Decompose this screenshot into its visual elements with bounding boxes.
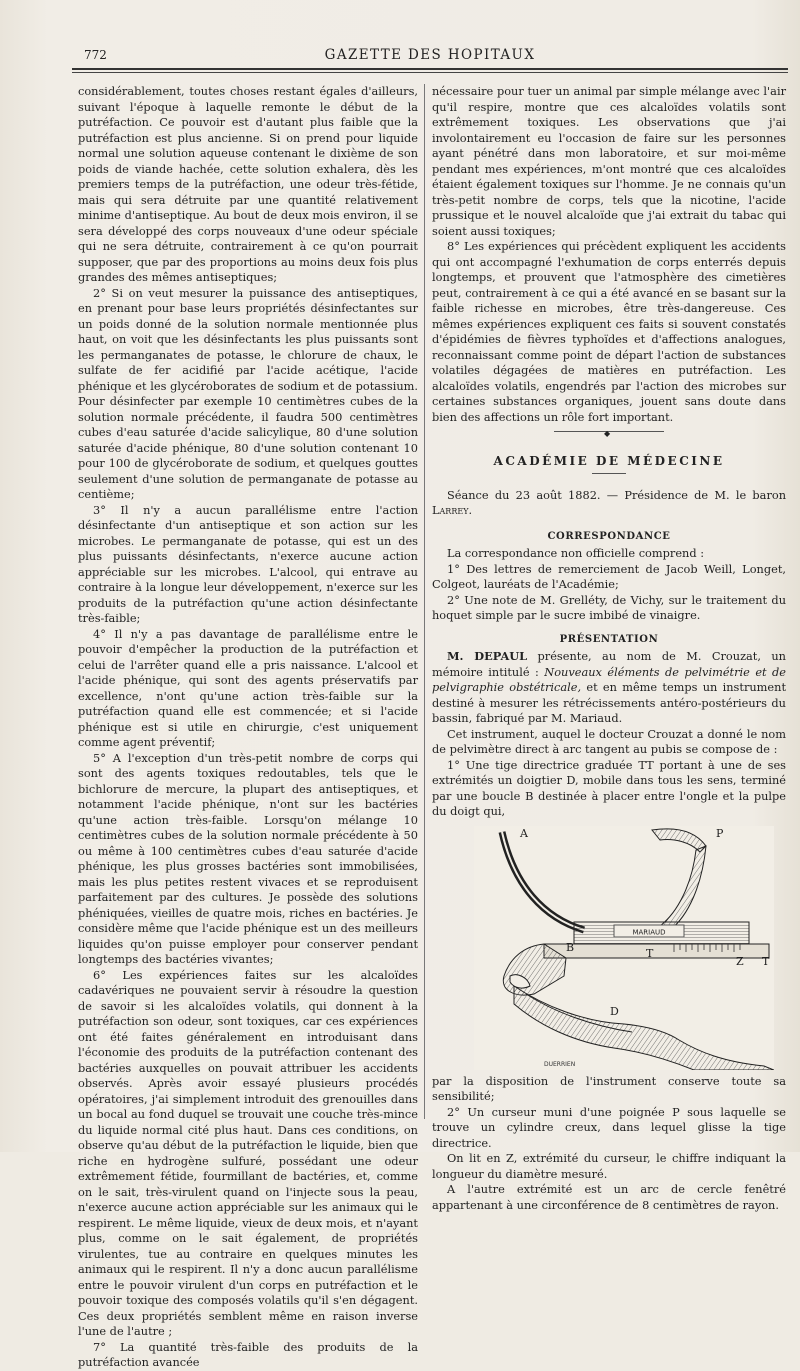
pelvimeter-illustration (474, 826, 774, 1070)
paragraph: La correspondance non officielle comprend : (447, 546, 705, 560)
paragraph: On lit en Z, extrémité du curseur, le chiffre indiquant la longueur du diamètre mesuré. (432, 1151, 786, 1181)
engraver-signature: DUERRIEN (544, 1060, 576, 1068)
paragraph: 8° Les expériences qui précèdent expliquent les accidents qui ont accompagné l'exhumation de corps enterrés depuis longtemps, et prouvent que l'atmosphère des cimetières peut, contrairement à ce qui a été avancé en se basant sur la faible richesse en microbes, être très-dangereuse. Ces mêmes expériences expliquent ces faits si souvent constatés d'épidémies de fièvres typhoïdes et d'affections analogues, reconnaissant comme point de départ l'action de substances volatiles dégagées de matières en putréfaction. Les alcaloïdes volatils, engendrés par l'action des microbes sur certaines substances organiques, jouent sans doute dans bien des affections un rôle fort important. (432, 239, 786, 424)
page-number: 772 (84, 48, 107, 62)
memoir-title: Nouveaux éléments de pelvimétrie et de pelvigraphie obstétricale, (432, 664, 786, 694)
paragraph: 4° Il n'y a pas davantage de parallélisme entre le pouvoir d'empêcher la production de la putréfaction et celui de l'arrêter quand elle a pris naissance. L'alcool et l'acide phénique, qui sont des agents préservatifs par excellence, n'ont qu'une action très-faible sur la putréfaction quand elle est commencée; et si l'acide phénique est si utile en chirurgie, c'est uniquement comme agent préventif; (78, 626, 418, 749)
column-separator (424, 84, 425, 1119)
label-Z: Z (736, 954, 744, 968)
section-heading: ACADÉMIE DE MÉDECINE (493, 454, 725, 468)
paragraph: par la disposition de l'instrument conserve toute sa sensibilité; (432, 1073, 786, 1103)
seance-line (432, 488, 786, 519)
label-T: T (646, 946, 654, 960)
paragraph: considérablement, toutes choses restant égales d'ailleurs, suivant l'époque à laquelle remonte le début de la putréfaction. Ce pouvoir est d'autant plus faible que la putréfaction est plus ancienne. Si on prend pour liquide normal une solution aqueuse contenant le dixième de son poids de viande hachée, cette solution exhalera, dès les premiers temps de la putréfaction, une odeur très-fétide, mais qui sera détruite par une quantité relativement minime d'antiseptique. Au bout de deux mois environ, il se sera développé des corps nouveaux d'une odeur spéciale qui ne sera détruite, contrairement à ce qu'on pourrait supposer, que par des proportions au moins deux fois plus grandes des mêmes antiseptiques; (78, 84, 418, 284)
paragraph: 1° Une tige directrice graduée TT portant à une de ses extrémités un doigtier D, mobile dans tous les sens, terminé par une boucle B destinée à placer entre l'ongle et la pulpe du doigt qui, (432, 757, 786, 818)
right-column (432, 84, 786, 1213)
subsection-heading: PRÉSENTATION (559, 633, 659, 645)
paragraph (432, 649, 786, 727)
speaker-name: M. DEPAUL (447, 649, 528, 663)
paragraph: 2° Si on veut mesurer la puissance des antiseptiques, en prenant pour base leurs propriétés désinfectantes sur un poids donné de la solution normale mentionnée plus haut, on voit que les désinfectants les plus puissants sont les permanganates de potasse, le chlorure de chaux, le sulfate de fer acidifié par l'acide acétique, l'acide phénique et les glycéroborates de sodium et de potassium. Pour désinfecter par exemple 10 centimètres cubes de la solution normale précédente, il faudra 500 centimètres cubes d'eau saturée d'acide salicylique, 80 d'une solution saturée d'acide phénique, 80 d'une solution contenant 10 pour 100 de glycéroborate de sodium, et quelques gouttes seulement d'une solution de permanganate de potasse au centième; (78, 285, 418, 501)
paragraph: 1° Des lettres de remerciement de Jacob Weill, Longet, Colgeot, lauréats de l'Académie; (432, 561, 786, 591)
text: présente, au nom de M. Crouzat, un mémoire intitulé : (432, 649, 786, 679)
paragraph: 2° Une note de M. Grelléty, de Vichy, sur le traitement du hoquet simple par le sucre imbibé de vinaigre. (432, 592, 786, 622)
label-T-end: T (762, 954, 770, 968)
text: et en même temps un instrument destiné à mesurer les rétrécissements antéro-postérieurs du bassin, fabriqué par M. Mariaud. (432, 680, 787, 725)
label-D: D (610, 1004, 619, 1018)
heading-rule (592, 473, 626, 474)
page-header (72, 44, 788, 66)
paragraph: 5° A l'exception d'un très-petit nombre de corps qui sont des agents toxiques redoutables, tels que le bichlorure de mercure, la plupart des antiseptiques, et notamment l'acide phénique, n'ont sur les bactéries qu'une action très-faible. Lorsqu'on mélange 10 centimètres cubes de la solution normale précédente à 50 ou même à 100 centimètres cubes d'eau saturée d'acide phénique, les plus grosses bactéries sont immobilisées, mais les plus petites restent vivaces et se reproduisent parfaitement par des cultures. Je possède des solutions phéniquées, vieilles de quatre mois, riches en bactéries. Je considère même que l'acide phénique est un des meilleurs liquides qu'on puisse employer pour conserver pendant longtemps des bactéries vivantes; (78, 750, 418, 966)
header-rule (72, 68, 788, 70)
label-A: A (520, 826, 528, 840)
paragraph: 3° Il n'y a aucun parallélisme entre l'action désinfectante d'un antiseptique et son action sur les microbes. Le permanganate de potasse, qui est un des plus puissants désinfectants, n'exerce aucune action appréciable sur les microbes. L'alcool, qui entrave au contraire à la longue leur développement, n'exerce sur les produits de la putréfaction qu'une action désinfectante très-faible; (78, 502, 418, 625)
president-name: Larrey. (432, 503, 473, 517)
maker-engraving: MARIAUD (632, 928, 666, 936)
left-column (78, 84, 418, 1371)
paragraph: Cet instrument, auquel le docteur Crouzat a donné le nom de pelvimètre direct à arc tangent au pubis se compose de : (432, 726, 786, 756)
label-B: B (566, 940, 575, 954)
seance-text: Séance du 23 août 1882. — Présidence de M. le baron (447, 487, 786, 502)
paragraph: nécessaire pour tuer un animal par simple mélange avec l'air qu'il respire, montre que ces alcaloïdes volatils sont extrêmement toxiques. Les observations que j'ai involontairement eu l'occasion de faire sur les personnes ayant pénétré dans mon laboratoire, et sur moi-même pendant mes expériences, m'ont montré que ces alcaloïdes étaient également toxiques sur l'homme. Je ne connais qu'un très-petit nombre de corps, tels que la nicotine, l'acide prussique et le nouvel alcaloïde que j'ai extrait du tabac qui soient aussi toxiques; (432, 84, 786, 238)
label-P: P (716, 826, 724, 840)
paragraph: 7° La quantité très-faible des produits de la putréfaction avancée (78, 1339, 418, 1369)
section-divider: ◆ (554, 431, 664, 432)
paragraph: 2° Un curseur muni d'une poignée P sous laquelle se trouve un cylindre creux, dans lequel glisse la tige directrice. (432, 1104, 786, 1150)
subsection-heading: CORRESPONDANCE (547, 530, 671, 542)
header-rule-thin (72, 72, 788, 73)
paragraph: A l'autre extrémité est un arc de cercle fenêtré appartenant à une circonférence de 8 centimètres de rayon. (432, 1182, 786, 1212)
pelvimeter-engraving (474, 826, 774, 1070)
journal-title: GAZETTE DES HOPITAUX (324, 47, 536, 63)
paragraph: 6° Les expériences faites sur les alcaloïdes cadavériques ne pouvaient servir à résoudre la question de savoir si les alcaloïdes volatils, qui donnent à la putréfaction son odeur, sont toxiques, car ces expériences ont été faites généralement en introduisant dans l'économie des produits de la putréfaction contenant des bactéries auxquelles on pouvait attribuer les accidents observés. Après avoir essayé plusieurs procédés opératoires, j'ai simplement introduit des grenouilles dans un bocal au fond duquel se trouvait une couche très-mince du liquide normal cité plus haut. Dans ces conditions, on observe qu'au début de la putréfaction le liquide, bien que riche en hydrogène sulfuré, possédant une odeur extrêmement fétide, fourmillant de bactéries, et, comme on le sait, très-virulent quand on l'injecte sous la peau, n'exerce aucune action appréciable sur les animaux qui le respirent. Le même liquide, vieux de deux mois, et n'ayant plus, comme on le sait également, de propriétés virulentes, tue au contraire en quelques minutes les animaux qui le respirent. Il n'y a donc aucun parallélisme entre le pouvoir virulent d'un corps en putréfaction et le pouvoir toxique des composés volatils qu'il s'en dégagent. Ces deux propriétés semblent même en raison inverse l'une de l'autre ; (78, 967, 418, 1338)
